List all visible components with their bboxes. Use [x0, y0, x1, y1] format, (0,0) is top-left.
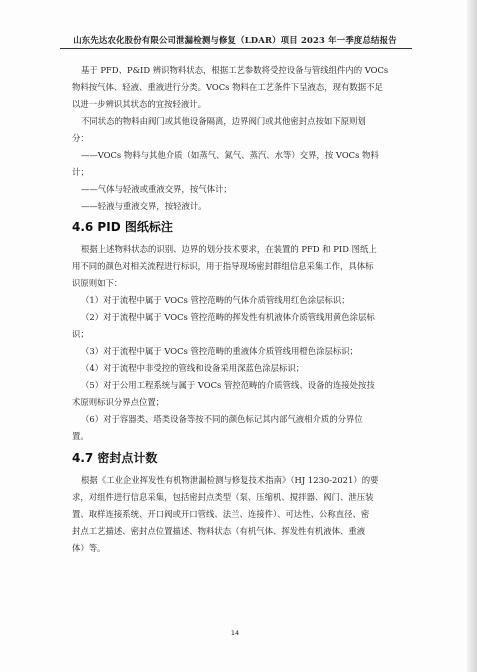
paragraph-line: 根据上述物料状态的识别、边界的划分技术要求，在装置的 PFD 和 PID 图纸上 — [81, 244, 377, 254]
section-heading-4-7: 4.7 密封点计数 — [72, 451, 158, 465]
list-item: （4）对于流程中非受控的管线和设备采用深蓝色涂层标识； — [81, 363, 305, 373]
page-edge-shadow — [467, 0, 477, 672]
paragraph-line: 计； — [72, 167, 89, 177]
paragraph-line: 置、取样连接系统、开口阀或开口管线、法兰、连接件）、可达性、公称直径、密 — [72, 509, 370, 519]
header-rule — [60, 48, 412, 49]
list-item: （3）对于流程中属于 VOCs 管控范畴的重液体介质管线用橙色涂层标识； — [81, 346, 358, 356]
page-header: 山东先达农化股份有限公司泄漏检测与修复（LDAR）项目 2023 年一季度总结报告 — [73, 35, 397, 45]
page-number: 14 — [230, 629, 240, 637]
paragraph-line: 分： — [72, 133, 89, 143]
paragraph-line: 封点工艺描述、密封点位置描述、物料状态（有机气体、挥发性有机液体、重液 — [72, 526, 366, 536]
paragraph-line: 用不同的颜色对相关流程进行标识，用于指导现场密封群组信息采集工作，具体标 — [72, 261, 374, 271]
list-item: （6）对于容器类、塔类设备等按不同的颜色标记其内部气液相介质的分界位 — [81, 414, 363, 424]
paragraph-line: 不同状态的物料由阀门或其他设备隔离，边界阀门或其他密封点按如下原则划 — [81, 116, 366, 126]
list-item-continuation: 识； — [72, 329, 89, 339]
paragraph-line: 基于 PFD、P&ID 辨识物料状态，根据工艺参数将受控设备与管线组件内的 VOCs — [81, 65, 389, 75]
list-item: （2）对于流程中属于 VOCs 管控范畴的挥发性有机液体介质管线用黄色涂层标 — [81, 312, 375, 322]
paragraph-line: 根据《工业企业挥发性有机物泄漏检测与修复技术指南》（HJ 1230-2021）的要 — [81, 475, 379, 485]
list-item-continuation: 术原则标识分界点位置； — [72, 397, 165, 407]
section-heading-4-6: 4.6 PID 图纸标注 — [72, 220, 173, 234]
paragraph-line: 物料按气体、轻液、重液进行分类。VOCs 物料在工艺条件下呈液态，现有数据不足 — [72, 82, 383, 92]
paragraph-line: 识原则如下： — [72, 278, 123, 288]
paragraph-line: ——轻液与重液交界，按轻液计。 — [81, 201, 207, 211]
paragraph-line: ——VOCs 物料与其他介质（如蒸气、氮气、蒸汽、水等）交界，按 VOCs 物料 — [81, 150, 379, 160]
list-item: （5）对于公用工程系统与属于 VOCs 管控范畴的介质管线、设备的连接处按技 — [81, 380, 375, 390]
paragraph-line: 求，对组件进行信息采集，包括密封点类型（泵、压缩机、搅拌器、阀门、泄压装 — [72, 492, 374, 502]
paragraph-line: 体）等。 — [72, 543, 106, 553]
paragraph-line: ——气体与轻液或重液交界，按气体计； — [81, 184, 232, 194]
list-item-continuation: 置。 — [72, 431, 89, 441]
list-item: （1）对于流程中属于 VOCs 管控范畴的气体介质管线用红色涂层标识； — [81, 295, 350, 305]
paragraph-line: 以进一步辨识其状态的宜按轻液计。 — [72, 99, 206, 109]
